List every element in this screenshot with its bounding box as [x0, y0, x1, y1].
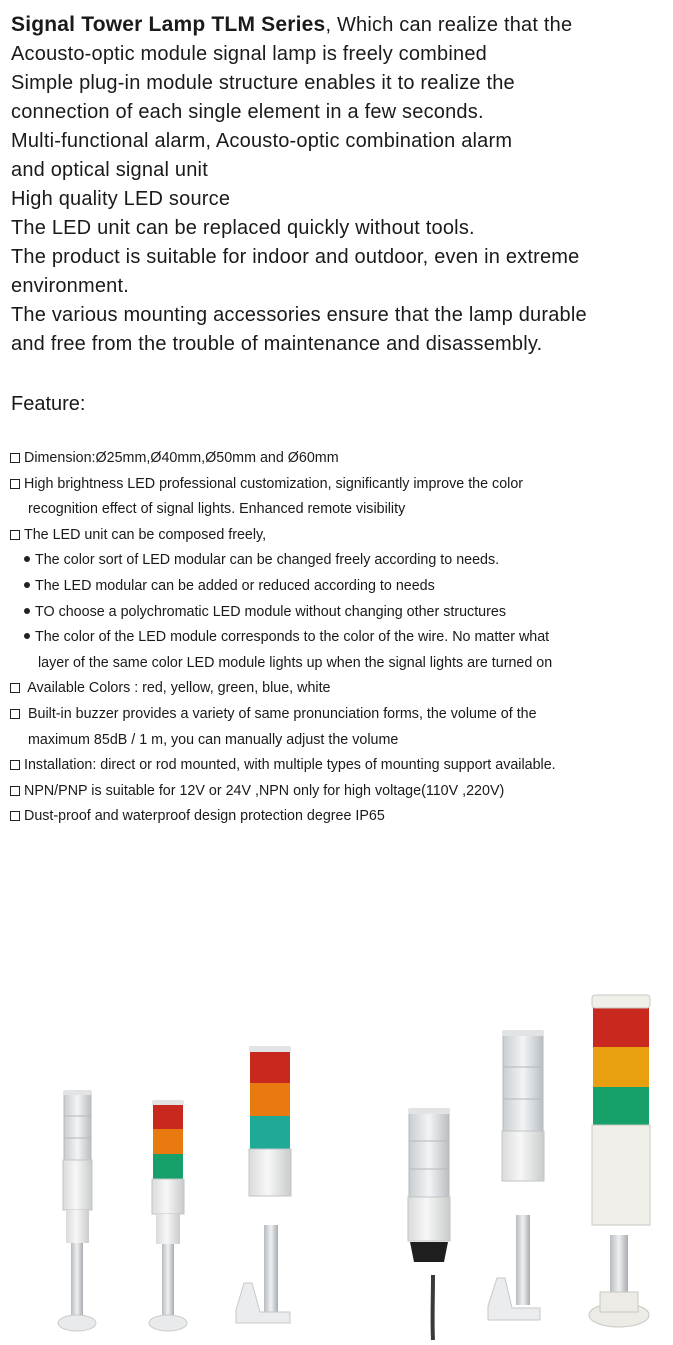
intro-line: High quality LED source [11, 188, 231, 210]
sub-bullet [10, 600, 672, 626]
tower-lamp [58, 1090, 96, 1331]
feature-text: Dimension:Ø25mm,Ø40mm,Ø50mm and Ø60mm [24, 450, 339, 466]
sub-bullet-text: The LED modular can be added or reduced according to needs [35, 577, 435, 594]
feature-text: Installation: direct or rod mounted, with multiple types of mounting support available. [24, 757, 556, 774]
feature-item [10, 446, 672, 472]
checkbox-icon [10, 811, 20, 821]
title-tail: , Which can realize that the [325, 14, 573, 36]
feature-list [10, 446, 672, 830]
feature-item-continued: recognition effect of signal lights. Enhanced remote visibility [28, 501, 406, 518]
intro-line-title [11, 10, 671, 40]
checkbox-icon [10, 709, 20, 719]
feature-text: Dust-proof and waterproof design protection degree IP65 [24, 808, 385, 825]
feature-text: NPN/PNP is suitable for 12V or 24V ,NPN only for high voltage(110V ,220V) [24, 782, 505, 799]
checkbox-icon [10, 453, 20, 463]
product-photo [0, 980, 673, 1345]
tower-lamp [408, 1108, 450, 1340]
feature-item [10, 753, 672, 779]
feature-item [10, 804, 672, 830]
feature-text: Available Colors : red, yellow, green, blue, white [27, 680, 331, 697]
product-title: Signal Tower Lamp TLM Series [11, 13, 326, 36]
checkbox-icon [10, 760, 20, 770]
intro-line: and optical signal unit [11, 159, 208, 181]
feature-item [10, 523, 672, 549]
intro-line: environment. [11, 275, 130, 297]
sub-bullet-text: The color of the LED module corresponds to the color of the wire. No matter what [35, 629, 550, 646]
feature-item [10, 472, 672, 498]
checkbox-icon [10, 786, 20, 796]
intro-line: Acousto-optic module signal lamp is freely combined [11, 43, 487, 65]
intro-line: Multi-functional alarm, Acousto-optic combination alarm [11, 130, 513, 152]
checkbox-icon [10, 479, 20, 489]
intro-line: and free from the trouble of maintenance and disassembly. [11, 333, 543, 355]
feature-item [10, 779, 672, 805]
sub-bullet-text: The color sort of LED modular can be changed freely according to needs. [35, 552, 500, 569]
sub-bullet [10, 625, 672, 651]
intro-line: connection of each single element in a few seconds. [11, 101, 484, 123]
feature-text: High brightness LED professional customization, significantly improve the color [24, 475, 524, 492]
feature-item-continued: maximum 85dB / 1 m, you can manually adjust the volume [28, 731, 399, 748]
bullet-icon [24, 556, 30, 562]
intro-line: The LED unit can be replaced quickly without tools. [11, 217, 475, 239]
bullet-icon [24, 582, 30, 588]
sub-bullet-text: TO choose a polychromatic LED module without changing other structures [35, 603, 506, 620]
tower-lamp [149, 1100, 187, 1331]
checkbox-icon [10, 683, 20, 693]
checkbox-icon [10, 530, 20, 540]
feature-item [10, 676, 672, 702]
feature-heading: Feature: [11, 393, 86, 415]
tower-lamp [488, 1030, 544, 1320]
feature-text: Built-in buzzer provides a variety of same pronunciation forms, the volume of the [27, 705, 537, 722]
feature-text: The LED unit can be composed freely, [24, 526, 267, 543]
tower-lamp [589, 995, 650, 1327]
sub-bullet-continued: layer of the same color LED module lights up when the signal lights are turned on [38, 654, 553, 671]
sub-bullet [10, 574, 672, 600]
bullet-icon [24, 633, 30, 639]
intro-line: The various mounting accessories ensure that the lamp durable [11, 304, 587, 326]
bullet-icon [24, 608, 30, 614]
intro-line: Simple plug-in module structure enables it to realize the [11, 72, 515, 94]
sub-bullet [10, 548, 672, 574]
intro-text [11, 10, 671, 359]
feature-item [10, 702, 672, 728]
tower-lamp [236, 1046, 291, 1323]
intro-line: The product is suitable for indoor and outdoor, even in extreme [11, 246, 580, 268]
